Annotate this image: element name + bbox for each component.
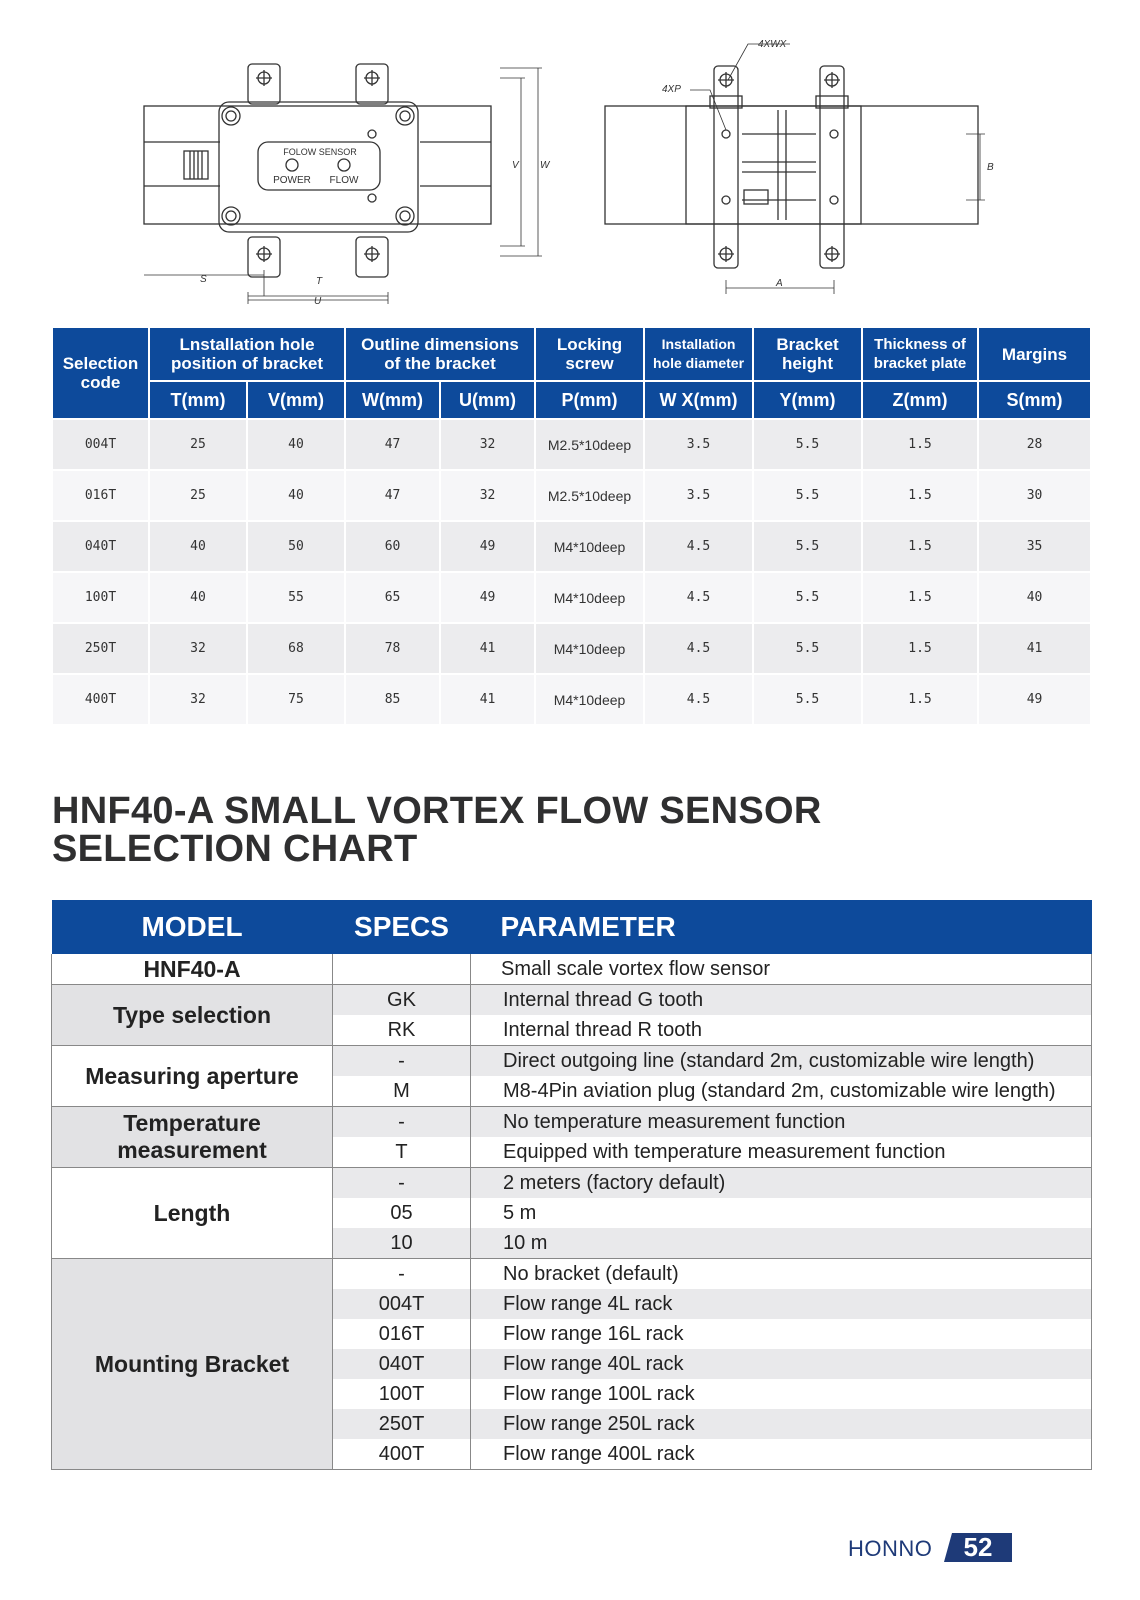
spec-cell: - <box>333 1046 471 1077</box>
model-cell-hnf40a: HNF40-A <box>52 954 333 985</box>
spec-cell: 05 <box>333 1198 471 1228</box>
th-outline-dimensions: Outline dimensions of the bracket <box>345 327 535 381</box>
param-cell: M8-4Pin aviation plug (standard 2m, customizable wire length) <box>471 1076 1092 1107</box>
table-row <box>52 572 1091 623</box>
table-row <box>52 521 1091 572</box>
cell-p: M4*10deep <box>535 521 644 572</box>
table-row <box>52 470 1091 521</box>
cell-z: 1.5 <box>862 674 978 725</box>
th-unit-wx: W X(mm) <box>644 381 753 419</box>
table-row <box>52 623 1091 674</box>
cell-z: 1.5 <box>862 419 978 470</box>
cell-v: 68 <box>247 623 345 674</box>
th-unit-w: W(mm) <box>345 381 440 419</box>
cell-t: 25 <box>149 470 247 521</box>
drawing-label-flow: FLOW <box>329 175 359 186</box>
spec-cell: - <box>333 1107 471 1138</box>
th-unit-y: Y(mm) <box>753 381 862 419</box>
param-cell: Flow range 250L rack <box>471 1409 1092 1439</box>
table-row <box>52 1107 1092 1138</box>
table-row <box>52 419 1091 470</box>
dim-label-u: U <box>314 296 322 307</box>
pipe-body-left <box>144 106 491 224</box>
spec-cell: - <box>333 1168 471 1199</box>
cell-code: 004T <box>52 419 149 470</box>
param-cell: No bracket (default) <box>471 1259 1092 1290</box>
spec-cell: 250T <box>333 1409 471 1439</box>
param-cell: Direct outgoing line (standard 2m, customizable wire length) <box>471 1046 1092 1077</box>
sensor-box-outline <box>219 102 418 232</box>
dim-label-t: T <box>316 276 323 287</box>
spec-cell: 400T <box>333 1439 471 1470</box>
cell-z: 1.5 <box>862 572 978 623</box>
page-title-line2: SELECTION CHART <box>52 828 418 870</box>
cell-z: 1.5 <box>862 623 978 674</box>
param-cell: No temperature measurement function <box>471 1107 1092 1138</box>
cell-z: 1.5 <box>862 521 978 572</box>
spec-cell: T <box>333 1137 471 1168</box>
dim-label-p: 4XP <box>662 84 681 95</box>
th-model: MODEL <box>52 900 333 954</box>
cell-y: 5.5 <box>753 419 862 470</box>
dim-label-wx: 4XWX <box>758 39 787 50</box>
cell-code: 040T <box>52 521 149 572</box>
cell-v: 50 <box>247 521 345 572</box>
cell-y: 5.5 <box>753 674 862 725</box>
param-cell: 10 m <box>471 1228 1092 1259</box>
th-unit-p: P(mm) <box>535 381 644 419</box>
cell-w: 78 <box>345 623 440 674</box>
table-row <box>52 1046 1092 1077</box>
spec-cell: 004T <box>333 1289 471 1319</box>
param-cell: Small scale vortex flow sensor <box>471 954 1092 985</box>
cell-s: 49 <box>978 674 1091 725</box>
cell-w: 65 <box>345 572 440 623</box>
cell-w: 85 <box>345 674 440 725</box>
cell-z: 1.5 <box>862 470 978 521</box>
th-unit-t: T(mm) <box>149 381 247 419</box>
spec-cell <box>333 954 471 985</box>
spec-cell: - <box>333 1259 471 1290</box>
th-unit-v: V(mm) <box>247 381 345 419</box>
cell-u: 32 <box>440 470 535 521</box>
th-unit-z: Z(mm) <box>862 381 978 419</box>
th-installation-hole: Lnstallation hole position of bracket <box>149 327 345 381</box>
param-cell: Equipped with temperature measurement function <box>471 1137 1092 1168</box>
sensor-drawing-svg <box>130 30 1010 315</box>
cell-wx: 4.5 <box>644 674 753 725</box>
model-cell-mounting-bracket: Mounting Bracket <box>52 1259 333 1470</box>
spec-cell: 100T <box>333 1379 471 1409</box>
cell-y: 5.5 <box>753 470 862 521</box>
spec-cell: 016T <box>333 1319 471 1349</box>
cell-v: 40 <box>247 470 345 521</box>
param-cell: Flow range 100L rack <box>471 1379 1092 1409</box>
cell-code: 100T <box>52 572 149 623</box>
table-row <box>52 674 1091 725</box>
cell-y: 5.5 <box>753 623 862 674</box>
cell-code: 400T <box>52 674 149 725</box>
dim-label-s: S <box>200 274 207 285</box>
th-specs: SPECS <box>333 900 471 954</box>
brand-name: HONNO <box>848 1536 933 1561</box>
page-title-line1: HNF40-A SMALL VORTEX FLOW SENSOR <box>52 790 822 832</box>
cell-wx: 4.5 <box>644 623 753 674</box>
model-cell-type-selection: Type selection <box>52 985 333 1046</box>
cell-t: 40 <box>149 572 247 623</box>
page-number-badge <box>944 1533 1012 1562</box>
cell-t: 32 <box>149 674 247 725</box>
cell-s: 28 <box>978 419 1091 470</box>
cell-code: 250T <box>52 623 149 674</box>
cell-t: 25 <box>149 419 247 470</box>
spec-cell: GK <box>333 985 471 1016</box>
th-parameter: PARAMETER <box>471 900 1092 954</box>
spec-cell: 040T <box>333 1349 471 1379</box>
th-locking-screw: Locking screw <box>535 327 644 381</box>
th-selection-code: Selection code <box>52 327 149 419</box>
page-number: 52 <box>963 1532 993 1562</box>
th-unit-s: S(mm) <box>978 381 1091 419</box>
dim-label-w: W <box>540 160 550 171</box>
drawing-label-power: POWER <box>273 175 311 186</box>
table-row <box>52 985 1092 1016</box>
param-cell: Internal thread R tooth <box>471 1015 1092 1046</box>
cell-s: 35 <box>978 521 1091 572</box>
cell-u: 49 <box>440 521 535 572</box>
dimension-table <box>51 326 1092 726</box>
cell-u: 41 <box>440 674 535 725</box>
th-unit-u: U(mm) <box>440 381 535 419</box>
cell-wx: 4.5 <box>644 572 753 623</box>
cell-y: 5.5 <box>753 572 862 623</box>
param-cell: Internal thread G tooth <box>471 985 1092 1016</box>
dim-label-a: A <box>776 278 783 289</box>
table-row <box>52 1259 1092 1290</box>
cell-code: 016T <box>52 470 149 521</box>
drawing-label-sensor: FOLOW SENSOR <box>283 147 357 157</box>
cell-w: 47 <box>345 419 440 470</box>
selection-table <box>51 900 1092 1470</box>
cell-s: 40 <box>978 572 1091 623</box>
spec-cell: M <box>333 1076 471 1107</box>
cell-wx: 4.5 <box>644 521 753 572</box>
technical-drawings <box>130 30 1010 315</box>
param-cell: Flow range 4L rack <box>471 1289 1092 1319</box>
cell-t: 32 <box>149 623 247 674</box>
dim-label-b: B <box>987 162 994 173</box>
cell-p: M4*10deep <box>535 623 644 674</box>
cell-u: 32 <box>440 419 535 470</box>
cell-y: 5.5 <box>753 521 862 572</box>
model-cell-measuring-aperture: Measuring aperture <box>52 1046 333 1107</box>
cell-s: 30 <box>978 470 1091 521</box>
cell-v: 75 <box>247 674 345 725</box>
model-cell-temperature: Temperature measurement <box>52 1107 333 1168</box>
pipe-body-right <box>605 106 978 224</box>
cell-wx: 3.5 <box>644 470 753 521</box>
page-title <box>52 792 822 868</box>
cell-p: M4*10deep <box>535 674 644 725</box>
cell-p: M4*10deep <box>535 572 644 623</box>
cell-s: 41 <box>978 623 1091 674</box>
param-cell: Flow range 400L rack <box>471 1439 1092 1470</box>
cell-w: 47 <box>345 470 440 521</box>
cell-v: 40 <box>247 419 345 470</box>
dim-label-v: V <box>512 160 519 171</box>
cell-p: M2.5*10deep <box>535 419 644 470</box>
spec-cell: 10 <box>333 1228 471 1259</box>
param-cell: 2 meters (factory default) <box>471 1168 1092 1199</box>
cell-u: 49 <box>440 572 535 623</box>
spec-cell: RK <box>333 1015 471 1046</box>
cell-w: 60 <box>345 521 440 572</box>
param-cell: 5 m <box>471 1198 1092 1228</box>
cell-p: M2.5*10deep <box>535 470 644 521</box>
th-installation-hole-diameter: Installation hole diameter <box>644 327 753 381</box>
th-bracket-height: Bracket height <box>753 327 862 381</box>
cell-wx: 3.5 <box>644 419 753 470</box>
cell-v: 55 <box>247 572 345 623</box>
table-row <box>52 954 1092 985</box>
table-row <box>52 1168 1092 1199</box>
cell-u: 41 <box>440 623 535 674</box>
param-cell: Flow range 40L rack <box>471 1349 1092 1379</box>
model-cell-length: Length <box>52 1168 333 1259</box>
th-bracket-thickness: Thickness of bracket plate <box>862 327 978 381</box>
cell-t: 40 <box>149 521 247 572</box>
param-cell: Flow range 16L rack <box>471 1319 1092 1349</box>
th-margins: Margins <box>978 327 1091 381</box>
